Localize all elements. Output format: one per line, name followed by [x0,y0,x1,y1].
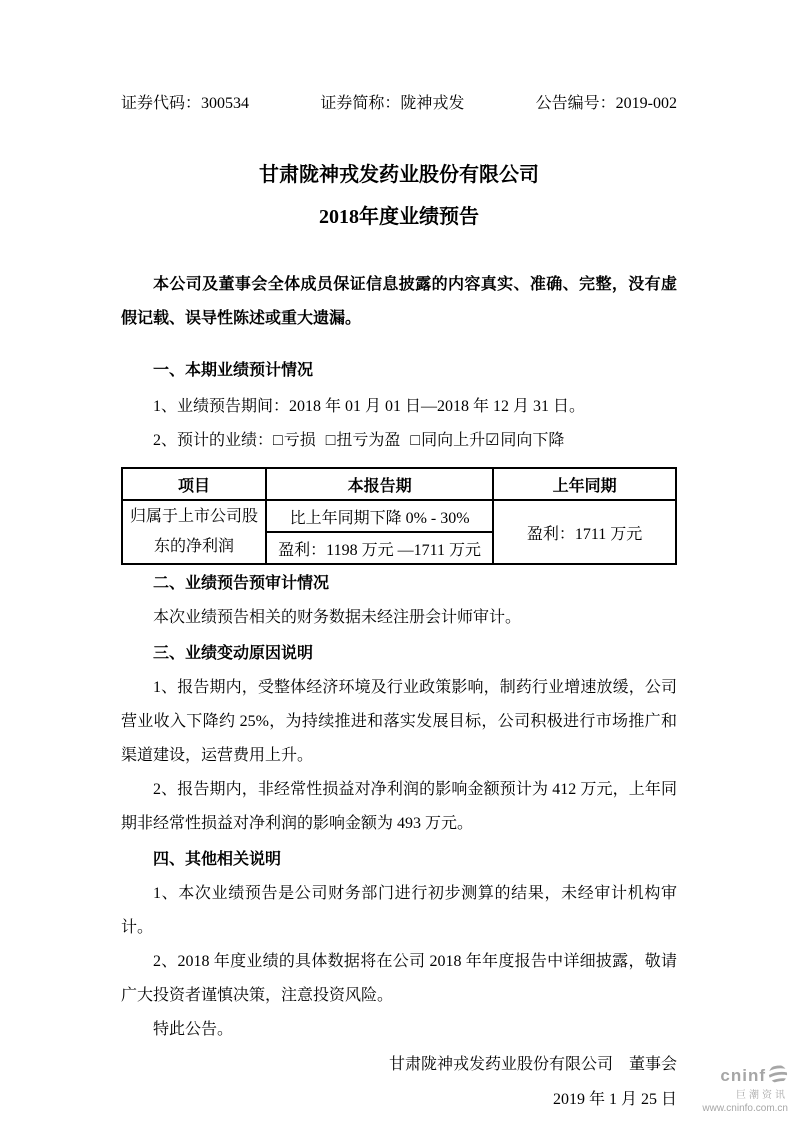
cell-prior-profit: 盈利：1711 万元 [493,500,676,564]
section2-heading: 二、业绩预告预审计情况 [153,575,330,592]
section3-heading: 三、业绩变动原因说明 [153,645,314,662]
forecast-period-line: 1、业绩预告期间：2018 年 01 月 01 日—2018 年 12 月 31 日。 [153,398,586,415]
change-reason-paragraph-1: 1、报告期内，受整体经济环境及行业政策影响，制药行业增速放缓，公司营业收入下降约 25%，为持续推进和落实发展目标，公司积极进行市场推广和渠道建设，运营费用上升。 [121,679,677,764]
performance-forecast-table [121,467,677,565]
cninfo-chinese-name: 巨潮资讯 [736,1090,788,1101]
report-subtitle: 2018年度业绩预告 [319,206,479,228]
other-note-paragraph-1: 1、本次业绩预告是公司财务部门进行初步测算的结果，未经审计机构审计。 [121,885,677,936]
other-note-paragraph-2: 2、2018 年度业绩的具体数据将在公司 2018 年年度报告中详细披露，敬请广大投资者谨慎决策，注意投资风险。 [121,953,677,1004]
table-header-item: 项目 [122,468,266,500]
checkbox-turnaround [326,432,401,449]
document-header [121,94,677,114]
signature-company-line: 甘肃陇神戎发药业股份有限公司 董事会 [388,1056,677,1073]
company-name-title: 甘肃陇神戎发药业股份有限公司 [259,164,539,186]
table-header-prior-period: 上年同期 [493,468,676,500]
checkbox-unchecked-icon: □ [325,432,336,449]
audit-status-paragraph: 本次业绩预告相关的财务数据未经注册会计师审计。 [153,609,522,626]
cninfo-swirl-icon [768,1064,788,1089]
table-header-row [122,468,676,500]
cninfo-url: www.cninfo.com.cn [702,1103,788,1114]
forecast-type-line [121,424,677,458]
signature-date-line: 2019 年 1 月 25 日 [552,1091,677,1108]
change-reason-paragraph-2: 2、报告期内，非经常性损益对净利润的影响金额预计为 412 万元，上年同期非经常性损益对净利润的影响金额为 493 万元。 [121,781,677,832]
stock-short-name: 证券简称：陇神戎发 [320,95,465,112]
section1-heading: 一、本期业绩预计情况 [153,362,314,379]
cninfo-watermark [702,1064,788,1114]
checkbox-turnaround-label: 扭亏为盈 [336,432,401,449]
checkbox-down-label: 同向下降 [500,432,565,449]
checkbox-unchecked-icon: □ [410,432,421,449]
disclaimer-paragraph: 本公司及董事会全体成员保证信息披露的内容真实、准确、完整，没有虚假记载、误导性陈述或重大遗漏。 [121,276,677,327]
checkbox-same-direction-up [410,432,485,449]
checkbox-checked-icon: ☑ [485,432,500,449]
checkbox-same-direction-down [485,432,564,449]
checkbox-up-label: 同向上升 [421,432,486,449]
cell-current-change: 比上年同期下降 0% - 30% [266,500,493,532]
section4-heading: 四、其他相关说明 [153,851,282,868]
checkbox-unchecked-icon: □ [273,432,283,449]
cell-current-profit-range: 盈利：1198 万元 —1711 万元 [266,532,493,564]
closing-statement: 特此公告。 [153,1021,234,1038]
cninfo-brand-row [702,1064,788,1089]
forecast-type-prefix: 2、预计的业绩： [153,432,274,449]
announcement-document [121,94,677,1117]
checkbox-loss-label: 亏损 [283,432,316,449]
document-title [121,154,677,238]
cell-net-profit-item: 归属于上市公司股东的净利润 [122,500,266,564]
table-row [122,500,676,532]
table-header-current-period: 本报告期 [266,468,493,500]
signature-block [121,1047,677,1117]
checkbox-loss [273,432,316,449]
stock-code: 证券代码：300534 [121,95,250,112]
announcement-number: 公告编号：2019-002 [535,95,677,112]
cninfo-brand-text: cninf [720,1066,766,1086]
